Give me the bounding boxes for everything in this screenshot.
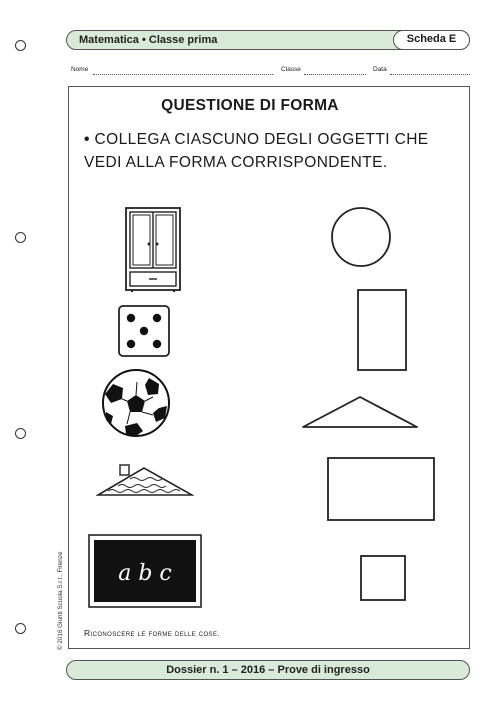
name-label: Nome: [71, 66, 89, 73]
roof-icon: [96, 462, 194, 498]
soccer-ball-icon: [101, 368, 171, 438]
footer-note: Riconoscere le forme delle cose.: [84, 628, 221, 638]
header-subject: Matematica • Classe prima: [79, 34, 218, 46]
circle-shape: [330, 206, 392, 268]
wide-rectangle-shape: [326, 456, 436, 522]
tall-rectangle-shape: [356, 288, 408, 372]
square-shape: [359, 554, 407, 602]
instruction: [84, 128, 454, 174]
triangle-shape: [300, 394, 420, 430]
blackboard-icon: [88, 534, 202, 608]
class-label: Classe: [281, 66, 301, 73]
date-line: [390, 74, 470, 75]
name-line: [93, 74, 273, 75]
copyright-text: © 2016 Giunti Scuola S.r.l., Firenze: [57, 551, 64, 650]
header-bar: [66, 30, 470, 50]
sheet-label: Scheda E: [393, 30, 470, 50]
footer-bar: Dossier n. 1 – 2016 – Prove di ingresso: [66, 660, 470, 680]
blackboard-writing: a b c: [118, 561, 172, 586]
instruction-bullet: •: [84, 131, 90, 148]
binder-hole-1: [15, 40, 26, 51]
binder-hole-4: [15, 623, 26, 634]
die-icon: [116, 303, 172, 359]
instruction-text: COLLEGA CIASCUNO DEGLI OGGETTI CHE VEDI ALLA FORMA CORRISPONDENTE.: [84, 131, 429, 171]
worksheet-title: QUESTIONE DI FORMA: [161, 97, 339, 114]
date-label: Data: [373, 66, 387, 73]
student-fields: [71, 66, 471, 78]
binder-hole-3: [15, 428, 26, 439]
binder-hole-2: [15, 232, 26, 243]
wardrobe-icon: [124, 206, 182, 292]
class-line: [304, 74, 366, 75]
